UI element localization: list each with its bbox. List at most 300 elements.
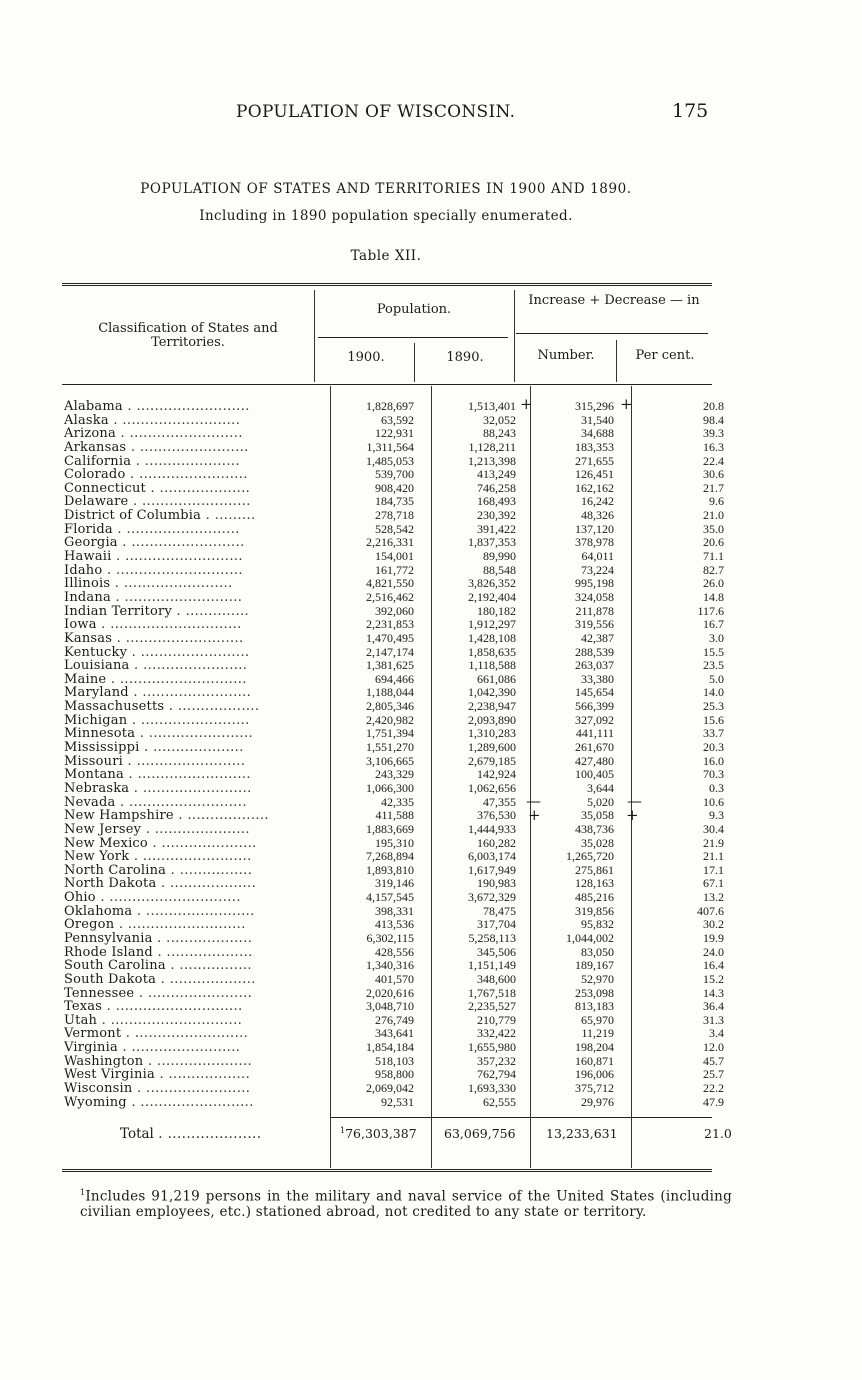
cell-percent: 14.3 bbox=[703, 985, 724, 1000]
cell-p1900: 63,592 bbox=[381, 412, 414, 427]
cell-p1900: 1,066,300 bbox=[366, 780, 414, 795]
leader-dots: . ............................. bbox=[97, 1012, 243, 1028]
state-name: Missouri bbox=[64, 753, 123, 769]
cell-p1890: 78,475 bbox=[483, 903, 516, 918]
state-name: Delaware bbox=[64, 494, 129, 510]
column-divider bbox=[414, 343, 415, 382]
table-row bbox=[64, 632, 269, 646]
cell-p1900: 539,700 bbox=[375, 467, 414, 482]
column-divider bbox=[314, 290, 315, 382]
page-number: 175 bbox=[672, 100, 709, 122]
cell-p1900: 2,805,346 bbox=[366, 699, 414, 714]
cell-p1900: 518,103 bbox=[375, 1053, 414, 1068]
state-name: District of Columbia bbox=[64, 508, 202, 524]
leader-dots: . ......................... bbox=[122, 399, 250, 414]
cell-number: 995,198 bbox=[575, 576, 614, 591]
total-percent: 21.0 bbox=[704, 1126, 732, 1141]
cell-number: 253,098 bbox=[575, 985, 614, 1000]
state-name: West Virginia bbox=[64, 1067, 155, 1083]
cell-number: 1,265,720 bbox=[566, 849, 614, 864]
table-row bbox=[64, 577, 269, 591]
cell-percent: 67.1 bbox=[703, 876, 724, 891]
table-row bbox=[64, 796, 269, 810]
cell-percent: 20.3 bbox=[703, 740, 724, 755]
table-row bbox=[64, 686, 269, 700]
cell-number: 441,111 bbox=[575, 726, 614, 741]
leader-dots: . .................. bbox=[154, 1067, 251, 1083]
cell-p1900: 1,751,394 bbox=[366, 726, 414, 741]
table-row bbox=[64, 591, 269, 605]
plus-sign: + bbox=[520, 395, 533, 413]
table-row bbox=[64, 755, 269, 769]
cell-p1900: 1,893,810 bbox=[366, 862, 414, 877]
leader-dots: . .................. bbox=[173, 808, 269, 824]
state-name: Kentucky bbox=[64, 644, 128, 660]
cell-p1890: 1,693,330 bbox=[468, 1081, 516, 1096]
table-row bbox=[64, 1082, 269, 1096]
table-row bbox=[64, 850, 269, 864]
state-name: Connecticut bbox=[64, 480, 146, 496]
table-row bbox=[64, 550, 269, 564]
cell-percent: 31.3 bbox=[703, 1012, 724, 1027]
state-name: New Mexico bbox=[64, 835, 148, 851]
state-name: Pennsylvania bbox=[64, 930, 153, 946]
cell-number: 126,451 bbox=[575, 467, 614, 482]
table-row bbox=[64, 414, 269, 428]
cell-number: 3,644 bbox=[587, 780, 614, 795]
table-row bbox=[64, 1014, 269, 1028]
state-name: Kansas bbox=[64, 630, 113, 646]
cell-percent: 9.3 bbox=[709, 808, 724, 823]
table-caption: Table XII. bbox=[350, 248, 422, 264]
cell-p1900: 2,216,331 bbox=[366, 535, 414, 550]
table-row bbox=[64, 400, 269, 414]
state-name: Florida bbox=[64, 521, 113, 537]
cell-p1900: 2,231,853 bbox=[366, 617, 414, 632]
cell-number: 5,020 bbox=[587, 794, 614, 809]
cell-percent: 19.9 bbox=[703, 930, 724, 945]
state-name: Mississippi bbox=[64, 740, 140, 756]
leader-dots: . ........................ bbox=[125, 467, 248, 483]
cell-p1900: 1,311,564 bbox=[366, 439, 414, 454]
cell-percent: 30.6 bbox=[703, 467, 724, 482]
cell-percent: 82.7 bbox=[703, 562, 724, 577]
cell-percent: 21.7 bbox=[703, 480, 724, 495]
state-name: Nevada bbox=[64, 794, 116, 810]
leader-dots: . ......................... bbox=[121, 1026, 249, 1042]
leader-dots: . ........................ bbox=[128, 494, 251, 510]
leader-dots: . ....................... bbox=[134, 985, 253, 1001]
state-name: Ohio bbox=[64, 890, 96, 906]
table-row bbox=[64, 823, 269, 837]
leader-dots: . ....................... bbox=[132, 1081, 251, 1097]
total-label: Total bbox=[120, 1126, 154, 1142]
table-row bbox=[64, 1000, 269, 1014]
state-name: Michigan bbox=[64, 712, 128, 728]
leader-dots: . .......................... bbox=[110, 589, 243, 605]
cell-percent: 17.1 bbox=[703, 862, 724, 877]
cell-p1900: 413,536 bbox=[375, 917, 414, 932]
cell-p1890: 762,794 bbox=[477, 1067, 516, 1082]
minus-sign: — bbox=[627, 792, 642, 810]
cell-p1900: 398,331 bbox=[375, 903, 414, 918]
cell-p1900: 3,106,665 bbox=[366, 753, 414, 768]
state-name: Maine bbox=[64, 671, 107, 687]
cell-percent: 22.4 bbox=[703, 453, 724, 468]
cell-p1890: 230,392 bbox=[477, 508, 516, 523]
table-row bbox=[64, 905, 269, 919]
cell-p1890: 1,428,108 bbox=[468, 630, 516, 645]
minus-sign: — bbox=[526, 792, 541, 810]
cell-number: 485,216 bbox=[575, 890, 614, 905]
table-row bbox=[64, 605, 269, 619]
state-name: North Carolina bbox=[64, 862, 167, 878]
state-name: North Dakota bbox=[64, 876, 157, 892]
table-row bbox=[64, 891, 269, 905]
plus-sign: + bbox=[626, 806, 639, 824]
table-row bbox=[64, 1068, 269, 1082]
cell-number: 319,856 bbox=[575, 903, 614, 918]
state-name: Hawaii bbox=[64, 549, 112, 565]
table-row bbox=[64, 918, 269, 932]
leader-dots: . ........................ bbox=[127, 644, 250, 660]
leader-dots: . ......................... bbox=[117, 535, 245, 551]
header-1890: 1890. bbox=[446, 350, 484, 365]
state-name: Texas bbox=[64, 999, 103, 1015]
state-name: Montana bbox=[64, 767, 125, 783]
cell-percent: 71.1 bbox=[703, 549, 724, 564]
table-top-rule bbox=[62, 283, 712, 286]
cell-p1890: 345,506 bbox=[477, 944, 516, 959]
leader-dots: . .............. bbox=[172, 603, 250, 619]
header-classification: Classification of States and Territories. bbox=[98, 321, 278, 350]
cell-percent: 407.6 bbox=[697, 903, 724, 918]
state-name: Iowa bbox=[64, 617, 97, 633]
column-divider bbox=[530, 386, 531, 1168]
leader-dots: . ............................ bbox=[106, 671, 247, 687]
state-name: Minnesota bbox=[64, 726, 136, 742]
total-1900-value: 76,303,387 bbox=[345, 1126, 417, 1142]
leader-dots: . ............................. bbox=[96, 617, 242, 633]
cell-p1900: 319,146 bbox=[375, 876, 414, 891]
leader-dots: . ................... bbox=[156, 876, 257, 892]
cell-percent: 15.6 bbox=[703, 712, 724, 727]
leader-dots: . ........................ bbox=[126, 439, 249, 455]
cell-p1900: 1,883,669 bbox=[366, 821, 414, 836]
cell-percent: 117.6 bbox=[697, 603, 724, 618]
cell-p1890: 746,258 bbox=[477, 480, 516, 495]
cell-p1890: 2,235,527 bbox=[468, 999, 516, 1014]
cell-number: 29,976 bbox=[581, 1094, 614, 1109]
cell-p1890: 1,513,401 bbox=[468, 399, 516, 413]
cell-percent: 33.7 bbox=[703, 726, 724, 741]
cell-p1900: 243,329 bbox=[375, 767, 414, 782]
leader-dots: . ........................ bbox=[110, 576, 233, 592]
cell-number: 34,688 bbox=[581, 426, 614, 441]
cell-percent: 20.8 bbox=[703, 399, 724, 413]
cell-p1890: 1,837,353 bbox=[468, 535, 516, 550]
cell-p1900: 1,854,184 bbox=[366, 1040, 414, 1055]
cell-number: 198,204 bbox=[575, 1040, 614, 1055]
cell-percent: 35.0 bbox=[703, 521, 724, 536]
state-name: Illinois bbox=[64, 576, 111, 592]
cell-p1900: 276,749 bbox=[375, 1012, 414, 1027]
cell-p1900: 1,470,495 bbox=[366, 630, 414, 645]
cell-p1890: 1,213,398 bbox=[468, 453, 516, 468]
population-1890-column bbox=[418, 400, 516, 1109]
state-name: Alabama bbox=[64, 399, 123, 414]
leader-dots: . .......................... bbox=[108, 412, 241, 428]
cell-p1900: 122,931 bbox=[375, 426, 414, 441]
cell-percent: 30.2 bbox=[703, 917, 724, 932]
cell-percent: 3.4 bbox=[709, 1026, 724, 1041]
cell-p1900: 92,531 bbox=[381, 1094, 414, 1109]
table-row bbox=[64, 932, 269, 946]
cell-number: 128,163 bbox=[575, 876, 614, 891]
total-row bbox=[120, 1126, 261, 1142]
cell-percent: 47.9 bbox=[703, 1094, 724, 1109]
cell-number: 183,353 bbox=[575, 439, 614, 454]
plus-sign: + bbox=[620, 395, 633, 413]
table-row bbox=[64, 1055, 269, 1069]
table-row bbox=[64, 782, 269, 796]
cell-number: 11,219 bbox=[581, 1026, 614, 1041]
leader-dots: . ....................... bbox=[135, 726, 254, 742]
increase-subrule bbox=[516, 333, 708, 334]
cell-number: 35,058 bbox=[581, 808, 614, 823]
cell-number: 100,405 bbox=[575, 767, 614, 782]
leader-dots: . .......................... bbox=[112, 630, 244, 646]
cell-p1900: 278,718 bbox=[375, 508, 414, 523]
cell-p1900: 908,420 bbox=[375, 480, 414, 495]
leader-dots: . ....................... bbox=[129, 658, 248, 674]
cell-percent: 98.4 bbox=[703, 412, 724, 427]
leader-dots: . ................... bbox=[156, 971, 256, 987]
cell-number: 271,655 bbox=[575, 453, 614, 468]
cell-number: 275,861 bbox=[575, 862, 614, 877]
cell-percent: 24.0 bbox=[703, 944, 724, 959]
table-row bbox=[64, 700, 269, 714]
state-name: Colorado bbox=[64, 467, 126, 483]
state-name: Arkansas bbox=[64, 439, 127, 455]
cell-number: 145,654 bbox=[575, 685, 614, 700]
table-row bbox=[64, 618, 269, 632]
cell-number: 288,539 bbox=[575, 644, 614, 659]
cell-p1900: 694,466 bbox=[375, 671, 414, 686]
state-name: Wyoming bbox=[64, 1094, 127, 1110]
footnote-text: Includes 91,219 persons in the military and naval service of the United States (including civilian employees, etc.) stationed abroad, not credited to any state or territory. bbox=[80, 1188, 732, 1220]
cell-percent: 25.7 bbox=[703, 1067, 724, 1082]
leader-dots: . ............................ bbox=[102, 999, 243, 1015]
population-subrule bbox=[318, 337, 508, 338]
table-row bbox=[64, 987, 269, 1001]
cell-p1890: 1,289,600 bbox=[468, 740, 516, 755]
cell-number: 31,540 bbox=[581, 412, 614, 427]
leader-dots: . ................... bbox=[152, 944, 253, 960]
cell-number: 324,058 bbox=[575, 589, 614, 604]
cell-p1890: 317,704 bbox=[477, 917, 516, 932]
cell-percent: 22.2 bbox=[703, 1081, 724, 1096]
percent-column bbox=[640, 400, 724, 1109]
cell-p1890: 160,282 bbox=[477, 835, 516, 850]
cell-number: 1,044,002 bbox=[566, 930, 614, 945]
state-name: Alaska bbox=[64, 412, 109, 428]
cell-p1890: 88,548 bbox=[483, 562, 516, 577]
cell-number: 162,162 bbox=[575, 480, 614, 495]
leader-dots: . ......................... bbox=[126, 1094, 254, 1110]
table-row bbox=[64, 768, 269, 782]
cell-p1890: 391,422 bbox=[477, 521, 516, 536]
cell-percent: 12.0 bbox=[703, 1040, 724, 1055]
cell-percent: 16.7 bbox=[703, 617, 724, 632]
cell-p1900: 184,735 bbox=[375, 494, 414, 509]
table-subtitle: Including in 1890 population specially enumerated. bbox=[199, 208, 573, 224]
cell-p1900: 6,302,115 bbox=[366, 930, 414, 945]
column-divider bbox=[616, 340, 617, 382]
state-name: Vermont bbox=[64, 1026, 122, 1042]
cell-p1900: 528,542 bbox=[375, 521, 414, 536]
cell-p1890: 357,232 bbox=[477, 1053, 516, 1068]
cell-p1890: 2,679,185 bbox=[468, 753, 516, 768]
cell-p1900: 2,420,982 bbox=[366, 712, 414, 727]
cell-p1890: 6,003,174 bbox=[468, 849, 516, 864]
leader-dots: . ................... bbox=[152, 930, 253, 946]
state-name: Louisiana bbox=[64, 658, 130, 674]
cell-number: 73,224 bbox=[581, 562, 614, 577]
cell-p1890: 348,600 bbox=[477, 971, 516, 986]
cell-percent: 26.0 bbox=[703, 576, 724, 591]
cell-p1890: 1,062,656 bbox=[468, 780, 516, 795]
cell-p1890: 1,912,297 bbox=[468, 617, 516, 632]
cell-percent: 16.0 bbox=[703, 753, 724, 768]
leader-dots: . .................. bbox=[164, 699, 260, 715]
leader-dots: . ........................ bbox=[122, 753, 246, 769]
cell-number: 263,037 bbox=[575, 658, 614, 673]
leader-dots: . .................... bbox=[158, 1126, 262, 1142]
state-name: Rhode Island bbox=[64, 944, 153, 960]
population-1900-column bbox=[318, 400, 414, 1109]
cell-number: 378,978 bbox=[575, 535, 614, 550]
cell-percent: 15.5 bbox=[703, 644, 724, 659]
cell-p1890: 1,858,635 bbox=[468, 644, 516, 659]
cell-number: 566,399 bbox=[575, 699, 614, 714]
cell-number: 427,480 bbox=[575, 753, 614, 768]
leader-dots: . .................... bbox=[139, 740, 244, 756]
plus-sign: + bbox=[528, 806, 541, 824]
cell-percent: 15.2 bbox=[703, 971, 724, 986]
header-number: Number. bbox=[537, 348, 595, 363]
table-row bbox=[64, 741, 269, 755]
cell-number: 35,028 bbox=[581, 835, 614, 850]
cell-percent: 14.0 bbox=[703, 685, 724, 700]
state-name: South Carolina bbox=[64, 958, 166, 974]
table-row bbox=[64, 536, 269, 550]
table-row bbox=[64, 509, 269, 523]
state-name: Washington bbox=[64, 1053, 144, 1069]
state-name: New York bbox=[64, 849, 130, 865]
cell-p1900: 161,772 bbox=[375, 562, 414, 577]
cell-p1890: 168,493 bbox=[477, 494, 516, 509]
cell-p1900: 3,048,710 bbox=[366, 999, 414, 1014]
cell-number: 319,556 bbox=[575, 617, 614, 632]
cell-percent: 14.8 bbox=[703, 589, 724, 604]
cell-percent: 20.6 bbox=[703, 535, 724, 550]
cell-percent: 36.4 bbox=[703, 999, 724, 1014]
table-row bbox=[64, 523, 269, 537]
table-row bbox=[64, 877, 269, 891]
cell-p1890: 89,990 bbox=[483, 549, 516, 564]
table-row bbox=[64, 727, 269, 741]
cell-p1890: 1,444,933 bbox=[468, 821, 516, 836]
leader-dots: . .......................... bbox=[114, 917, 246, 933]
cell-p1900: 2,147,174 bbox=[366, 644, 414, 659]
cell-p1890: 3,826,352 bbox=[468, 576, 516, 591]
leader-dots: . ........................ bbox=[127, 712, 250, 728]
table-row bbox=[64, 659, 269, 673]
footnote-mark: 1 bbox=[80, 1188, 86, 1197]
header-increase-decrease: Increase + Decrease — in bbox=[528, 293, 700, 308]
cell-p1900: 2,020,616 bbox=[366, 985, 414, 1000]
cell-p1890: 1,042,390 bbox=[468, 685, 516, 700]
table-row bbox=[64, 959, 269, 973]
state-name: Indian Territory bbox=[64, 603, 172, 619]
table-row bbox=[64, 564, 269, 578]
cell-p1900: 195,310 bbox=[375, 835, 414, 850]
leader-dots: . ........................ bbox=[117, 1040, 241, 1056]
cell-percent: 13.2 bbox=[703, 890, 724, 905]
column-divider bbox=[514, 290, 515, 382]
header-population: Population. bbox=[376, 302, 452, 317]
table-row bbox=[64, 455, 269, 469]
state-name: Oklahoma bbox=[64, 903, 133, 919]
state-name: Maryland bbox=[64, 685, 129, 701]
cell-p1890: 2,093,890 bbox=[468, 712, 516, 727]
cell-p1890: 3,672,329 bbox=[468, 890, 516, 905]
table-row bbox=[64, 864, 269, 878]
cell-p1890: 47,355 bbox=[483, 794, 516, 809]
cell-percent: 9.6 bbox=[709, 494, 724, 509]
cell-number: 33,380 bbox=[581, 671, 614, 686]
footnote-mark: 1 bbox=[340, 1126, 346, 1135]
cell-number: 16,242 bbox=[581, 494, 614, 509]
cell-p1890: 1,128,211 bbox=[468, 439, 516, 454]
cell-number: 211,878 bbox=[575, 603, 614, 618]
cell-number: 813,183 bbox=[575, 999, 614, 1014]
cell-p1890: 32,052 bbox=[483, 412, 516, 427]
cell-percent: 30.4 bbox=[703, 821, 724, 836]
cell-number: 64,011 bbox=[581, 549, 614, 564]
leader-dots: . ......................... bbox=[124, 767, 251, 783]
leader-dots: . ..................... bbox=[147, 835, 257, 851]
cell-number: 52,970 bbox=[581, 971, 614, 986]
state-name: Idaho bbox=[64, 562, 103, 578]
cell-number: 160,871 bbox=[575, 1053, 614, 1068]
cell-percent: 23.5 bbox=[703, 658, 724, 673]
leader-dots: . .......................... bbox=[111, 549, 243, 565]
table-row bbox=[64, 482, 269, 496]
cell-p1890: 2,192,404 bbox=[468, 589, 516, 604]
cell-number: 327,092 bbox=[575, 712, 614, 727]
leader-dots: . ..................... bbox=[131, 453, 240, 469]
table-row bbox=[64, 714, 269, 728]
cell-percent: 45.7 bbox=[703, 1053, 724, 1068]
table-row bbox=[64, 646, 269, 660]
header-1900: 1900. bbox=[347, 350, 385, 365]
cell-p1890: 1,310,283 bbox=[468, 726, 516, 741]
cell-p1890: 661,086 bbox=[477, 671, 516, 686]
cell-p1900: 2,069,042 bbox=[366, 1081, 414, 1096]
cell-percent: 39.3 bbox=[703, 426, 724, 441]
